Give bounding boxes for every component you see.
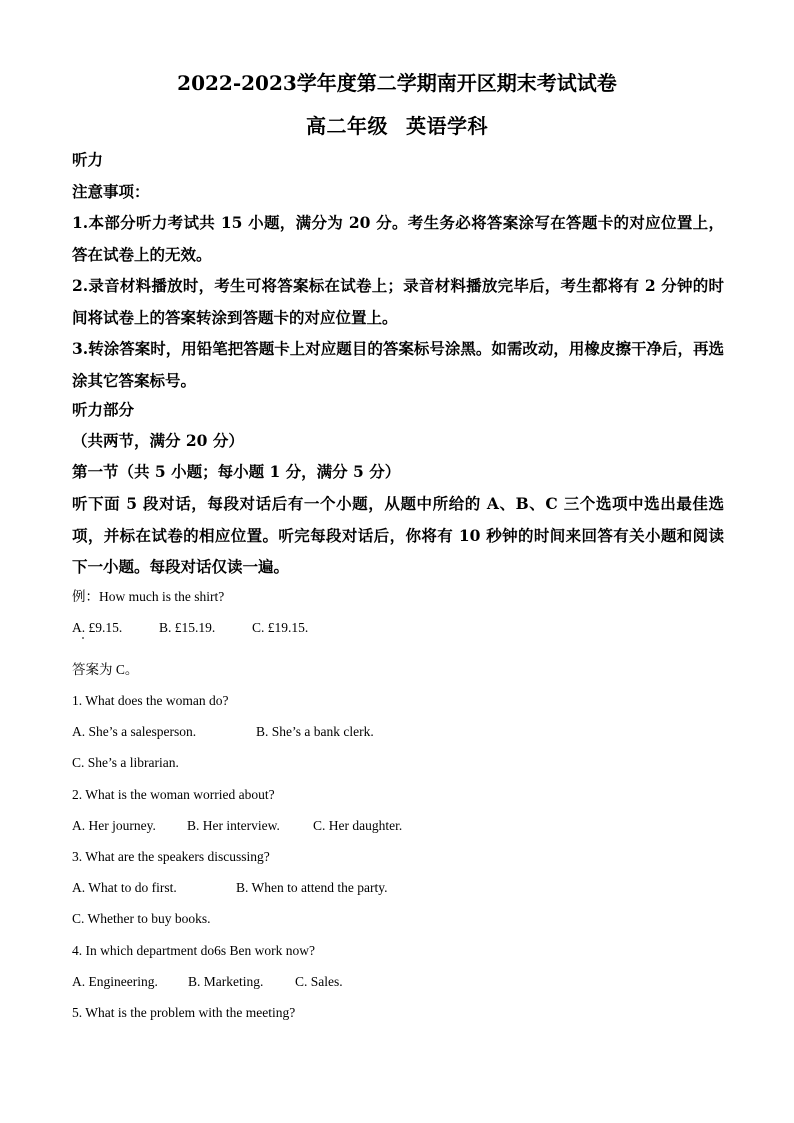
q1-option-a: A. She’s a salesperson. [72,724,197,739]
part-heading: 听力部分 [72,400,135,419]
question-4: 4. In which department do6s Ben work now? [72,943,315,958]
q3-option-a: A. What to do first. [72,880,177,895]
section1-heading: 第一节（共 5 小题；每小题 1 分，满分 5 分） [72,462,401,481]
example-option-c: C. £19.15. [252,620,309,635]
note-1: 1.本部分听力考试共 15 小题，满分为 20 分。考生务必将答案涂写在答题卡的对应位置上，答在试卷上的无效。 [72,213,724,264]
question-3: 3. What are the speakers discussing? [72,849,270,864]
q1-option-b: B. She’s a bank clerk. [256,724,374,739]
q4-option-b: B. Marketing. [188,974,264,989]
question-1: 1. What does the woman do? [72,693,229,708]
q4-option-a: A. Engineering. [72,974,158,989]
grade-label: 高二年级 [306,114,388,138]
q2-option-c: C. Her daughter. [313,818,403,833]
note-3: 3.转涂答案时，用铅笔把答题卡上对应题目的答案标号涂黑。如需改动，用橡皮擦干净后，再选涂其它答案标号。 [72,339,724,390]
question-2: 2. What is the woman worried about? [72,787,275,802]
q2-option-b: B. Her interview. [187,818,280,833]
q2-option-a: A. Her journey. [72,818,156,833]
example-option-a: A. £9.15. [72,620,123,635]
q3-option-c: C. Whether to buy books. [72,911,211,926]
listening-label: 听力 [72,150,104,169]
section1-instructions: 听下面 5 段对话，每段对话后有一个小题，从题中所给的 A、B、C 三个选项中选出最佳选项，并标在试卷的相应位置。听完每段对话后，你将有 10 秒钟的时间来回答有关小题和阅读下一小题。每段对话仅读一遍。 [72,494,724,576]
example-question: 例：How much is the shirt? [72,589,225,604]
notes-heading: 注意事项： [72,182,150,201]
example-option-b: B. £15.19. [159,620,216,635]
question-5: 5. What is the problem with the meeting? [72,1005,296,1020]
q3-option-b: B. When to attend the party. [236,880,388,895]
exam-title: 2022-2023学年度第二学期南开区期末考试试卷 [177,71,617,95]
stray-dot [82,637,84,639]
note-2: 2.录音材料播放时，考生可将答案标在试卷上；录音材料播放完毕后，考生都将有 2 分钟的时间将试卷上的答案转涂到答题卡的对应位置上。 [72,276,724,327]
q1-option-c: C. She’s a librarian. [72,755,179,770]
q4-option-c: C. Sales. [295,974,343,989]
example-answer: 答案为 C。 [72,662,139,677]
exam-subtitle [0,114,794,138]
part-scoring: （共两节，满分 20 分） [72,431,244,450]
subject-label: 英语学科 [406,114,488,138]
